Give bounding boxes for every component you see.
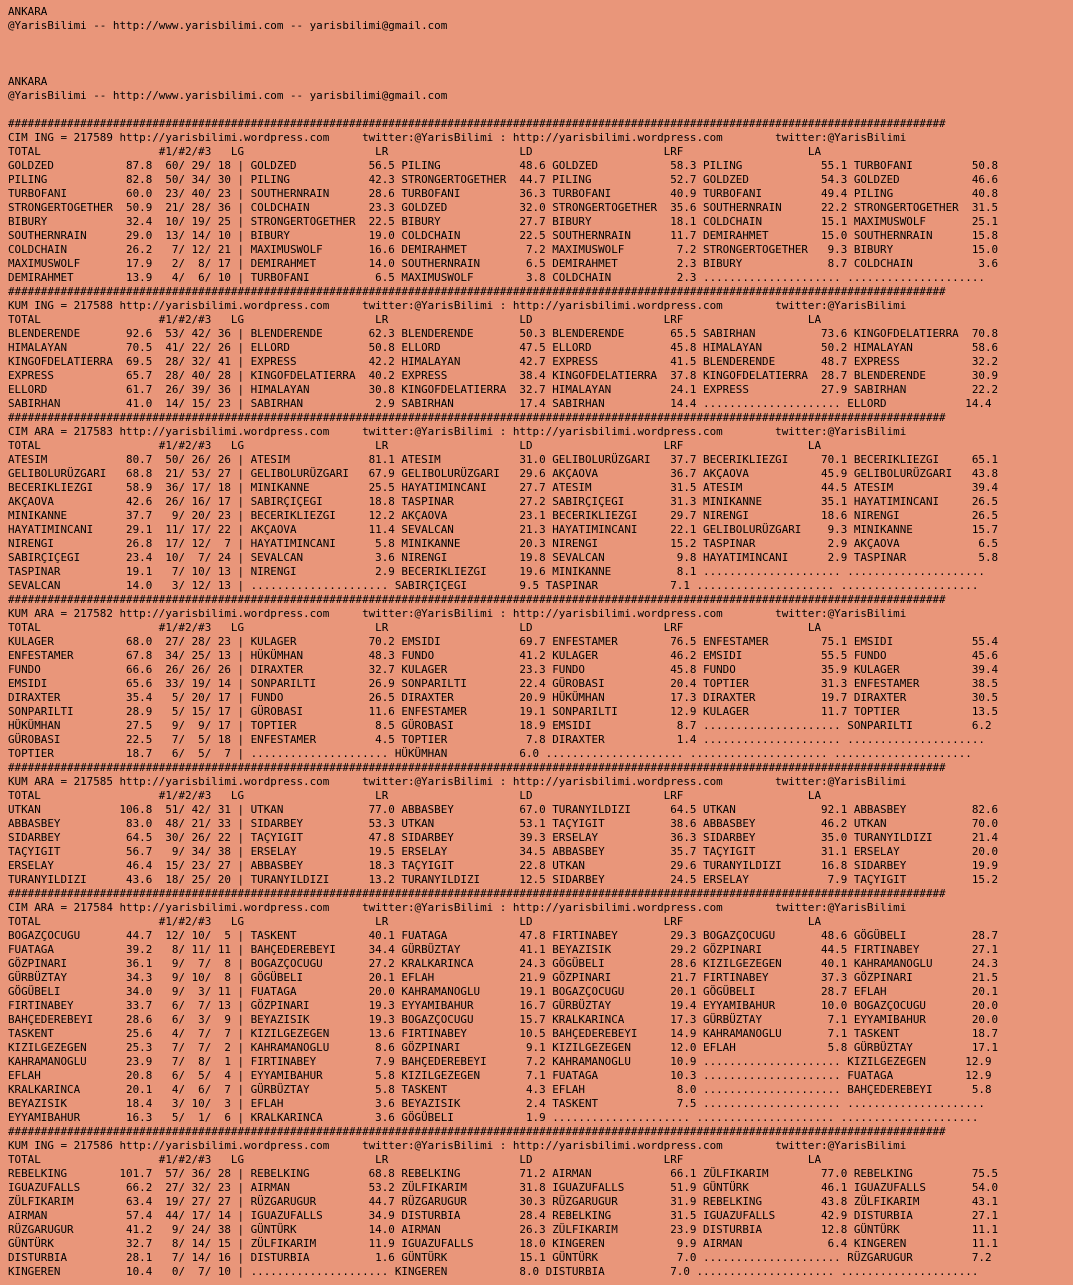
report-line: EYYAMIBAHUR 16.3 5/ 1/ 6 | KRALKARINCA 3.6 GÖGÜBELI 1.9 ..................... ..................... ..................... <box>8 1111 979 1124</box>
report-line: STRONGERTOGETHER 50.9 21/ 28/ 36 | COLDCHAIN 23.3 GOLDZED 32.0 STRONGERTOGETHER 35.6 SOUTHERNRAIN 22.2 STRONGERTOGETHER 31.5 <box>8 201 999 214</box>
report-line: ############################################################################################################################################### <box>8 1125 946 1138</box>
report-line: ############################################################################################################################################### <box>8 761 946 774</box>
report-line: GÜRBÜZTAY 34.3 9/ 10/ 8 | GÖGÜBELI 20.1 EFLAH 21.9 GÖZPINARI 21.7 FIRTINABEY 37.3 GÖZPINARI 21.5 <box>8 971 999 984</box>
report-line: EMSIDI 65.6 33/ 19/ 14 | SONPARILTI 26.9 SONPARILTI 22.4 GÜROBASI 20.4 TOPTIER 31.3 ENFESTAMER 38.5 <box>8 677 999 690</box>
report-line: BEYAZISIK 18.4 3/ 10/ 3 | EFLAH 3.6 BEYAZISIK 2.4 TASKENT 7.5 ..................... ..................... <box>8 1097 985 1110</box>
report-line: TURBOFANI 60.0 23/ 40/ 23 | SOUTHERNRAIN 28.6 TURBOFANI 36.3 TURBOFANI 40.9 TURBOFANI 49.4 PILING 40.8 <box>8 187 999 200</box>
report-line: ENFESTAMER 67.8 34/ 25/ 13 | HÜKÜMHAN 48.3 FUNDO 41.2 KULAGER 46.2 EMSIDI 55.5 FUNDO 45.6 <box>8 649 999 662</box>
report-line: GELIBOLURÜZGARI 68.8 21/ 53/ 27 | GELIBOLURÜZGARI 67.9 GELIBOLURÜZGARI 29.6 AKÇAOVA 36.7 AKÇAOVA 45.9 GELIBOLURÜZGARI 43.8 <box>8 467 999 480</box>
report-line: KIZILGEZEGEN 25.3 7/ 7/ 2 | KAHRAMANOGLU 8.6 GÖZPINARI 9.1 KIZILGEZEGEN 12.0 EFLAH 5.8 GÜRBÜZTAY 17.1 <box>8 1041 999 1054</box>
report-line: KULAGER 68.0 27/ 28/ 23 | KULAGER 70.2 EMSIDI 69.7 ENFESTAMER 76.5 ENFESTAMER 75.1 EMSIDI 55.4 <box>8 635 999 648</box>
report-line <box>8 47 1073 61</box>
report-line: GÖZPINARI 36.1 9/ 7/ 8 | BOGAZÇOCUGU 27.2 KRALKARINCA 24.3 GÖGÜBELI 28.6 KIZILGEZEGEN 40.1 KAHRAMANOGLU 24.3 <box>8 957 999 970</box>
report-line: TOTAL #1/#2/#3 LG LR LD LRF LA <box>8 1153 822 1166</box>
report-line: AKÇAOVA 42.6 26/ 16/ 17 | SABIRÇIÇEGI 18.8 TASPINAR 27.2 SABIRÇIÇEGI 31.3 MINIKANNE 35.1 HAYATIMINCANI 26.5 <box>8 495 999 508</box>
report-line: SABIRHAN 41.0 14/ 15/ 23 | SABIRHAN 2.9 SABIRHAN 17.4 SABIRHAN 14.4 ..................... ELLORD 14.4 <box>8 397 992 410</box>
report-line <box>8 61 1073 75</box>
report-line: SABIRÇIÇEGI 23.4 10/ 7/ 24 | SEVALCAN 3.6 NIRENGI 19.8 SEVALCAN 9.8 HAYATIMINCANI 2.9 TASPINAR 5.8 <box>8 551 999 564</box>
report-line: FIRTINABEY 33.7 6/ 7/ 13 | GÖZPINARI 19.3 EYYAMIBAHUR 16.7 GÜRBÜZTAY 19.4 EYYAMIBAHUR 10.0 BOGAZÇOCUGU 20.0 <box>8 999 999 1012</box>
report-line: BECERIKLIEZGI 58.9 36/ 17/ 18 | MINIKANNE 25.5 HAYATIMINCANI 27.7 ATESIM 31.5 ATESIM 44.5 ATESIM 39.4 <box>8 481 999 494</box>
report-line: PILING 82.8 50/ 34/ 30 | PILING 42.3 STRONGERTOGETHER 44.7 PILING 52.7 GOLDZED 54.3 GOLDZED 46.6 <box>8 173 999 186</box>
report-line: TOTAL #1/#2/#3 LG LR LD LRF LA <box>8 145 822 158</box>
report-line: TOTAL #1/#2/#3 LG LR LD LRF LA <box>8 439 822 452</box>
report-line: RÜZGARUGUR 41.2 9/ 24/ 38 | GÜNTÜRK 14.0 AIRMAN 26.3 ZÜLFIKARIM 23.9 DISTURBIA 12.8 GÜNTÜRK 11.1 <box>8 1223 999 1236</box>
report-line: KINGEREN 10.4 0/ 7/ 10 | ..................... KINGEREN 8.0 DISTURBIA 7.0 ..................... ..................... <box>8 1265 979 1278</box>
report-line: EFLAH 20.8 6/ 5/ 4 | EYYAMIBAHUR 5.8 KIZILGEZEGEN 7.1 FUATAGA 10.3 ..................... FUATAGA 12.9 <box>8 1069 992 1082</box>
report-line: ANKARA <box>8 75 48 88</box>
report-line: TOTAL #1/#2/#3 LG LR LD LRF LA <box>8 313 822 326</box>
report-line: BOGAZÇOCUGU 44.7 12/ 10/ 5 | TASKENT 40.1 FUATAGA 47.8 FIRTINABEY 29.3 BOGAZÇOCUGU 48.6 GÖGÜBELI 28.7 <box>8 929 999 942</box>
report-line: HIMALAYAN 70.5 41/ 22/ 26 | ELLORD 50.8 ELLORD 47.5 ELLORD 45.8 HIMALAYAN 50.2 HIMALAYAN 58.6 <box>8 341 999 354</box>
report-line: BAHÇEDEREBEYI 28.6 6/ 3/ 9 | BEYAZISIK 19.3 BOGAZÇOCUGU 15.7 KRALKARINCA 17.3 GÜRBÜZTAY 7.1 EYYAMIBAHUR 20.0 <box>8 1013 999 1026</box>
report-line: ############################################################################################################################################### <box>8 117 946 130</box>
report-line: KRALKARINCA 20.1 4/ 6/ 7 | GÜRBÜZTAY 5.8 TASKENT 4.3 EFLAH 8.0 ..................... BAHÇEDEREBEYI 5.8 <box>8 1083 992 1096</box>
report-line: CIM ARA = 217584 http://yarisbilimi.wordpress.com twitter:@YarisBilimi : http://yarisbilimi.wordpress.com twitter:@YarisBilimi <box>8 901 907 914</box>
report-line: ############################################################################################################################################### <box>8 285 946 298</box>
report-line: ANKARA <box>8 5 48 18</box>
report-line: ############################################################################################################################################### <box>8 411 946 424</box>
report-line: @YarisBilimi -- http://www.yarisbilimi.com -- yarisbilimi@gmail.com <box>8 89 448 102</box>
report-line: KINGOFDELATIERRA 69.5 28/ 32/ 41 | EXPRESS 42.2 HIMALAYAN 42.7 EXPRESS 41.5 BLENDERENDE 48.7 EXPRESS 32.2 <box>8 355 999 368</box>
report-line: REBELKING 101.7 57/ 36/ 28 | REBELKING 68.8 REBELKING 71.2 AIRMAN 66.1 ZÜLFIKARIM 77.0 REBELKING 75.5 <box>8 1167 999 1180</box>
report-line: SONPARILTI 28.9 5/ 15/ 17 | GÜROBASI 11.6 ENFESTAMER 19.1 SONPARILTI 12.9 KULAGER 11.7 TOPTIER 13.5 <box>8 705 999 718</box>
report-line: SOUTHERNRAIN 29.0 13/ 14/ 10 | BIBURY 19.0 COLDCHAIN 22.5 SOUTHERNRAIN 11.7 DEMIRAHMET 15.0 SOUTHERNRAIN 15.8 <box>8 229 999 242</box>
report-line: TAÇYIGIT 56.7 9/ 34/ 38 | ERSELAY 19.5 ERSELAY 34.5 ABBASBEY 35.7 TAÇYIGIT 31.1 ERSELAY 20.0 <box>8 845 999 858</box>
report-line: GOLDZED 87.8 60/ 29/ 18 | GOLDZED 56.5 PILING 48.6 GOLDZED 58.3 PILING 55.1 TURBOFANI 50.8 <box>8 159 999 172</box>
report-line: COLDCHAIN 26.2 7/ 12/ 21 | MAXIMUSWOLF 16.6 DEMIRAHMET 7.2 MAXIMUSWOLF 7.2 STRONGERTOGETHER 9.3 BIBURY 15.0 <box>8 243 999 256</box>
report-line: ############################################################################################################################################### <box>8 887 946 900</box>
report-line: MINIKANNE 37.7 9/ 20/ 23 | BECERIKLIEZGI 12.2 AKÇAOVA 23.1 BECERIKLIEZGI 29.7 NIRENGI 18.6 NIRENGI 26.5 <box>8 509 999 522</box>
report-line: EXPRESS 65.7 28/ 40/ 28 | KINGOFDELATIERRA 40.2 EXPRESS 38.4 KINGOFDELATIERRA 37.8 KINGOFDELATIERRA 28.7 BLENDERENDE 30.9 <box>8 369 999 382</box>
report-line: MAXIMUSWOLF 17.9 2/ 8/ 17 | DEMIRAHMET 14.0 SOUTHERNRAIN 6.5 DEMIRAHMET 2.3 BIBURY 8.7 COLDCHAIN 3.6 <box>8 257 999 270</box>
report-line: KUM ARA = 217585 http://yarisbilimi.wordpress.com twitter:@YarisBilimi : http://yarisbilimi.wordpress.com twitter:@YarisBilimi <box>8 775 907 788</box>
report-line: SEVALCAN 14.0 3/ 12/ 13 | ..................... SABIRÇIÇEGI 9.5 TASPINAR 7.1 ..................... ..................... <box>8 579 979 592</box>
report-line: FUNDO 66.6 26/ 26/ 26 | DIRAXTER 32.7 KULAGER 23.3 FUNDO 45.8 FUNDO 35.9 KULAGER 39.4 <box>8 663 999 676</box>
report-line <box>8 33 1073 47</box>
report-line: HÜKÜMHAN 27.5 9/ 9/ 17 | TOPTIER 8.5 GÜROBASI 18.9 EMSIDI 8.7 ..................... SONPARILTI 6.2 <box>8 719 992 732</box>
report-line: KUM ING = 217586 http://yarisbilimi.wordpress.com twitter:@YarisBilimi : http://yarisbilimi.wordpress.com twitter:@YarisBilimi <box>8 1139 907 1152</box>
report-line: CIM ARA = 217583 http://yarisbilimi.wordpress.com twitter:@YarisBilimi : http://yarisbilimi.wordpress.com twitter:@YarisBilimi <box>8 425 907 438</box>
report-line: TOTAL #1/#2/#3 LG LR LD LRF LA <box>8 789 822 802</box>
report-line: ELLORD 61.7 26/ 39/ 36 | HIMALAYAN 30.8 KINGOFDELATIERRA 32.7 HIMALAYAN 24.1 EXPRESS 27.9 SABIRHAN 22.2 <box>8 383 999 396</box>
report-line: HAYATIMINCANI 29.1 11/ 17/ 22 | AKÇAOVA 11.4 SEVALCAN 21.3 HAYATIMINCANI 22.1 GELIBOLURÜZGARI 9.3 MINIKANNE 15.7 <box>8 523 999 536</box>
report-line <box>8 103 1073 117</box>
report-line: ERSELAY 46.4 15/ 23/ 27 | ABBASBEY 18.3 TAÇYIGIT 22.8 UTKAN 29.6 TURANYILDIZI 16.8 SIDARBEY 19.9 <box>8 859 999 872</box>
report-line: KUM ARA = 217582 http://yarisbilimi.wordpress.com twitter:@YarisBilimi : http://yarisbilimi.wordpress.com twitter:@YarisBilimi <box>8 607 907 620</box>
report-line: NIRENGI 26.8 17/ 12/ 7 | HAYATIMINCANI 5.8 MINIKANNE 20.3 NIRENGI 15.2 TASPINAR 2.9 AKÇAOVA 6.5 <box>8 537 999 550</box>
report-line: KUM ING = 217588 http://yarisbilimi.wordpress.com twitter:@YarisBilimi : http://yarisbilimi.wordpress.com twitter:@YarisBilimi <box>8 299 907 312</box>
report-line: SIDARBEY 64.5 30/ 26/ 22 | TAÇYIGIT 47.8 SIDARBEY 39.3 ERSELAY 36.3 SIDARBEY 35.0 TURANYILDIZI 21.4 <box>8 831 999 844</box>
report-line: TASKENT 25.6 4/ 7/ 7 | KIZILGEZEGEN 13.6 FIRTINABEY 10.5 BAHÇEDEREBEYI 14.9 KAHRAMANOGLU 7.1 TASKENT 18.7 <box>8 1027 999 1040</box>
report-line: DIRAXTER 35.4 5/ 20/ 17 | FUNDO 26.5 DIRAXTER 20.9 HÜKÜMHAN 17.3 DIRAXTER 19.7 DIRAXTER 30.5 <box>8 691 999 704</box>
report-line: TOTAL #1/#2/#3 LG LR LD LRF LA <box>8 621 822 634</box>
report-line: GÜROBASI 22.5 7/ 5/ 18 | ENFESTAMER 4.5 TOPTIER 7.8 DIRAXTER 1.4 ..................... ..................... <box>8 733 985 746</box>
report-line: TOTAL #1/#2/#3 LG LR LD LRF LA <box>8 915 822 928</box>
report-line: GÖGÜBELI 34.0 9/ 3/ 11 | FUATAGA 20.0 KAHRAMANOGLU 19.1 BOGAZÇOCUGU 20.1 GÖGÜBELI 28.7 EFLAH 20.1 <box>8 985 999 998</box>
report-line: TASPINAR 19.1 7/ 10/ 13 | NIRENGI 2.9 BECERIKLIEZGI 19.6 MINIKANNE 8.1 ..................... ..................... <box>8 565 985 578</box>
report-line: ABBASBEY 83.0 48/ 21/ 33 | SIDARBEY 53.3 UTKAN 53.1 TAÇYIGIT 38.6 ABBASBEY 46.2 UTKAN 70.0 <box>8 817 999 830</box>
report-line: KAHRAMANOGLU 23.9 7/ 8/ 1 | FIRTINABEY 7.9 BAHÇEDEREBEYI 7.2 KAHRAMANOGLU 10.9 ..................... KIZILGEZEGEN 12.9 <box>8 1055 992 1068</box>
report-line: ############################################################################################################################################### <box>8 593 946 606</box>
report-line: GÜNTÜRK 32.7 8/ 14/ 15 | ZÜLFIKARIM 11.9 IGUAZUFALLS 18.0 KINGEREN 9.9 AIRMAN 6.4 KINGEREN 11.1 <box>8 1237 999 1250</box>
report-line: AIRMAN 57.4 44/ 17/ 14 | IGUAZUFALLS 34.9 DISTURBIA 28.4 REBELKING 31.5 IGUAZUFALLS 42.9 DISTURBIA 27.1 <box>8 1209 999 1222</box>
report-line: CIM ING = 217589 http://yarisbilimi.wordpress.com twitter:@YarisBilimi : http://yarisbilimi.wordpress.com twitter:@YarisBilimi <box>8 131 907 144</box>
report-line: IGUAZUFALLS 66.2 27/ 32/ 23 | AIRMAN 53.2 ZÜLFIKARIM 31.8 IGUAZUFALLS 51.9 GÜNTÜRK 46.1 IGUAZUFALLS 54.0 <box>8 1181 999 1194</box>
report-line: BLENDERENDE 92.6 53/ 42/ 36 | BLENDERENDE 62.3 BLENDERENDE 50.3 BLENDERENDE 65.5 SABIRHAN 73.6 KINGOFDELATIERRA 70.8 <box>8 327 999 340</box>
report-line: BIBURY 32.4 10/ 19/ 25 | STRONGERTOGETHER 22.5 BIBURY 27.7 BIBURY 18.1 COLDCHAIN 15.1 MAXIMUSWOLF 25.1 <box>8 215 999 228</box>
report-line: DISTURBIA 28.1 7/ 14/ 16 | DISTURBIA 1.6 GÜNTÜRK 15.1 GÜNTÜRK 7.0 ..................... RÜZGARUGUR 7.2 <box>8 1251 992 1264</box>
report-line: ZÜLFIKARIM 63.4 19/ 27/ 27 | RÜZGARUGUR 44.7 RÜZGARUGUR 30.3 RÜZGARUGUR 31.9 REBELKING 43.8 ZÜLFIKARIM 43.1 <box>8 1195 999 1208</box>
report-line: UTKAN 106.8 51/ 42/ 31 | UTKAN 77.0 ABBASBEY 67.0 TURANYILDIZI 64.5 UTKAN 92.1 ABBASBEY 82.6 <box>8 803 999 816</box>
report-line: TURANYILDIZI 43.6 18/ 25/ 20 | TURANYILDIZI 13.2 TURANYILDIZI 12.5 SIDARBEY 24.5 ERSELAY 7.9 TAÇYIGIT 15.2 <box>8 873 999 886</box>
report-line: DEMIRAHMET 13.9 4/ 6/ 10 | TURBOFANI 6.5 MAXIMUSWOLF 3.8 COLDCHAIN 2.3 ..................... ..................... <box>8 271 985 284</box>
report-line: @YarisBilimi -- http://www.yarisbilimi.com -- yarisbilimi@gmail.com <box>8 19 448 32</box>
report-line: TOPTIER 18.7 6/ 5/ 7 | ..................... HÜKÜMHAN 6.0 ..................... ..................... ..................... <box>8 747 972 760</box>
report-line: FUATAGA 39.2 8/ 11/ 11 | BAHÇEDEREBEYI 34.4 GÜRBÜZTAY 41.1 BEYAZISIK 29.2 GÖZPINARI 44.5 FIRTINABEY 27.1 <box>8 943 999 956</box>
report-line: ATESIM 80.7 50/ 26/ 26 | ATESIM 81.1 ATESIM 31.0 GELIBOLURÜZGARI 37.7 BECERIKLIEZGI 70.1 BECERIKLIEZGI 65.1 <box>8 453 999 466</box>
